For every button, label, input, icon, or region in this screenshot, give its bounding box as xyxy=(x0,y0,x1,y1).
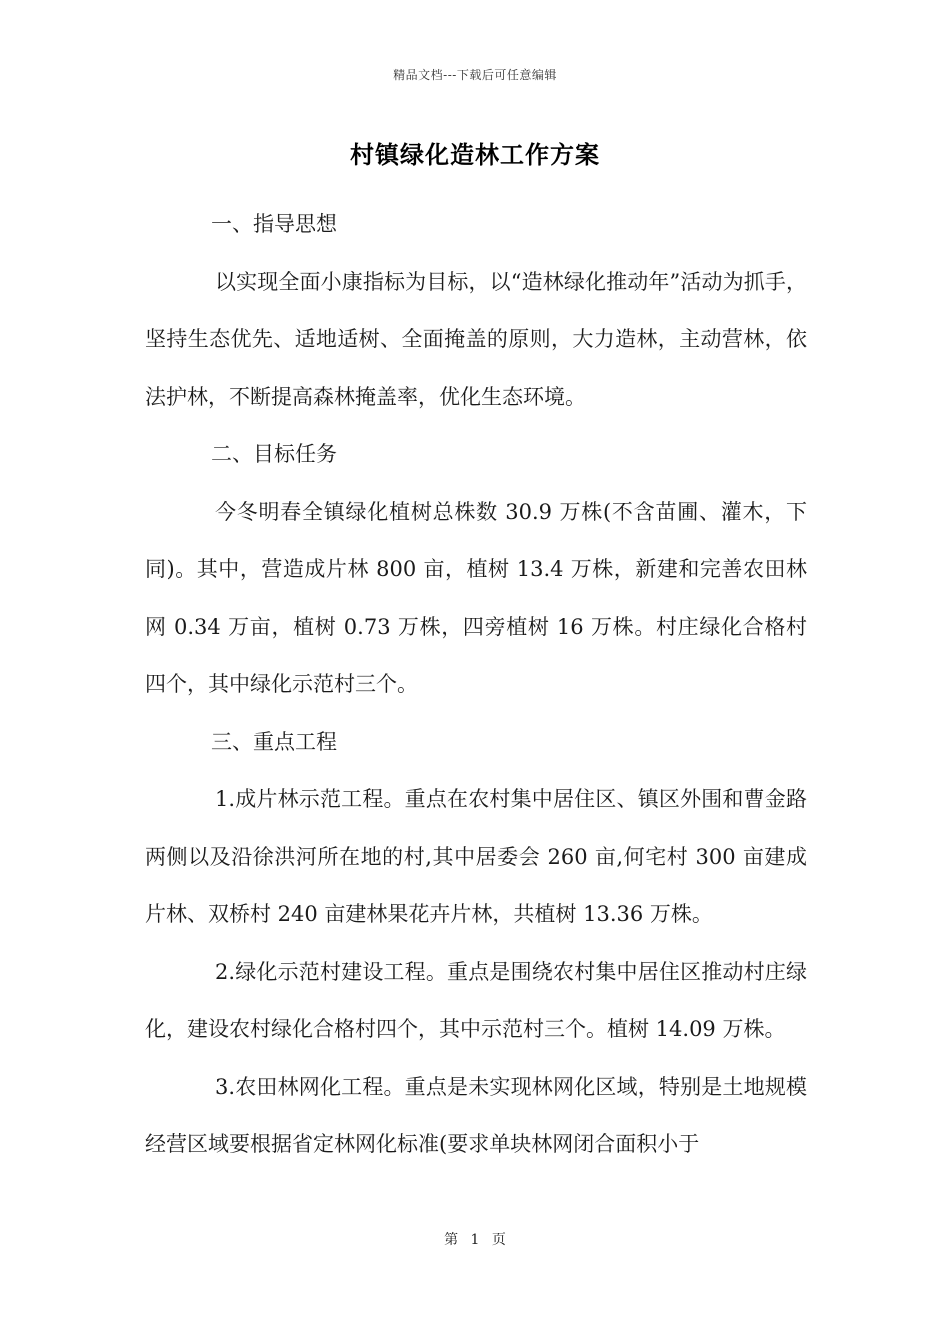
document-title: 村镇绿化造林工作方案 xyxy=(350,141,600,169)
paragraph-project-1: 1.成片林示范工程。重点在农村集中居住区、镇区外围和曹金路两侧以及沿徐洪河所在地的村,其中居委会 260 亩,何宅村 300 亩建成片林、双桥村 240 亩建林果花卉片林，共植树 13.36 万株。 xyxy=(145,787,807,926)
section-heading-guiding-ideology: 一、指导思想 xyxy=(211,212,337,236)
section-heading-target-tasks: 二、目标任务 xyxy=(211,442,337,466)
paragraph-target-tasks: 今冬明春全镇绿化植树总株数 30.9 万株(不含苗圃、灌木，下同)。其中，营造成片林 800 亩，植树 13.4 万株，新建和完善农田林网 0.34 万亩，植树 0.73 万株，四旁植树 16 万株。村庄绿化合格村四个，其中绿化示范村三个。 xyxy=(145,499,807,696)
paragraph-project-3: 3.农田林网化工程。重点是未实现林网化区域，特别是土地规模经营区域要根据省定林网化标准(要求单块林网闭合面积小于 xyxy=(145,1074,807,1156)
document-body xyxy=(145,196,807,1174)
page-number: 1 xyxy=(470,1232,480,1248)
paragraph-guiding-ideology: 以实现全面小康指标为目标，以“造林绿化推动年”活动为抓手，坚持生态优先、适地适树、全面掩盖的原则，大力造林，主动营林，依法护林，不断提高森林掩盖率，优化生态环境。 xyxy=(145,269,807,409)
paragraph-project-2: 2.绿化示范村建设工程。重点是围绕农村集中居住区推动村庄绿化，建设农村绿化合格村四个，其中示范村三个。植树 14.09 万株。 xyxy=(145,959,807,1041)
page-footer xyxy=(0,1229,950,1249)
footer-prefix: 第 xyxy=(444,1232,459,1248)
footer-suffix: 页 xyxy=(491,1232,506,1248)
section-heading-key-projects: 三、重点工程 xyxy=(211,729,337,754)
header-note: 精品文档---下载后可任意编辑 xyxy=(393,68,557,82)
